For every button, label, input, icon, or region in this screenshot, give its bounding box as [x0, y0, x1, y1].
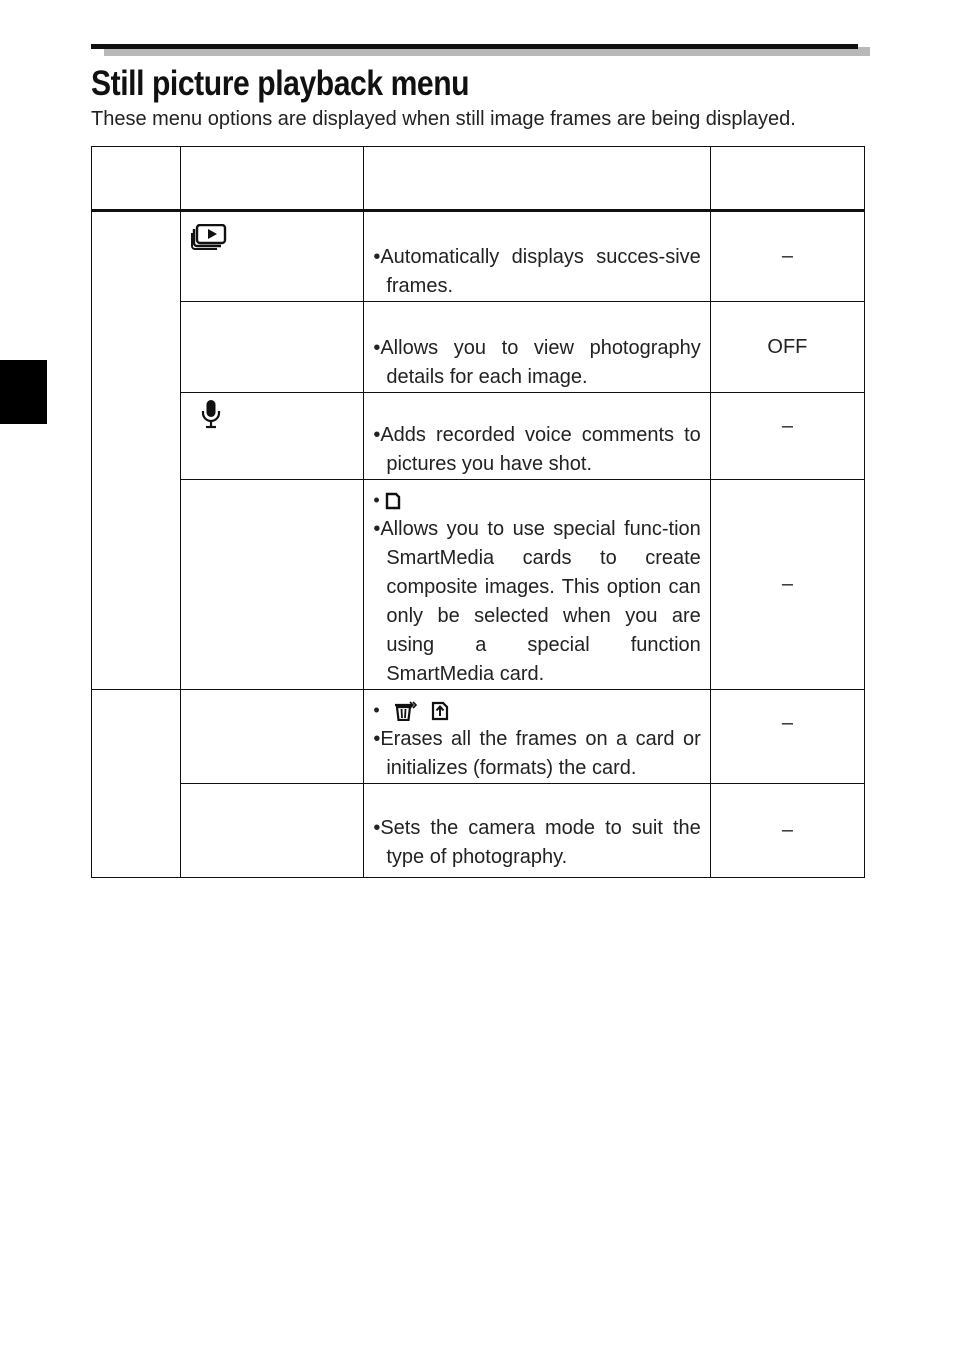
- default-value-cell: –: [710, 211, 864, 302]
- card-icon: [385, 492, 401, 510]
- table-row: [92, 393, 865, 480]
- header-cell-default: [710, 147, 864, 211]
- description-text: •Allows you to use special func-tion SmartMedia cards to create composite images. This option can only be selected when you are using a special function SmartMedia card.: [373, 518, 701, 685]
- table-header-row: [92, 147, 865, 211]
- erase-icon: [393, 701, 417, 721]
- table-row: [92, 211, 865, 302]
- default-value-cell: –: [710, 393, 864, 480]
- description-cell: [364, 302, 710, 393]
- icon-reference-line: •: [373, 486, 700, 515]
- table-row: [92, 690, 865, 784]
- description-text: •Erases all the frames on a card or initializes (formats) the card.: [373, 728, 701, 779]
- default-value-cell: –: [710, 480, 864, 690]
- icon-reference-line: •: [373, 696, 700, 725]
- table-row: [92, 784, 865, 878]
- description-cell: [364, 480, 710, 690]
- option-cell: [181, 690, 364, 784]
- header-rule: [91, 44, 858, 49]
- microphone-icon: [201, 399, 221, 429]
- playback-frames-icon: [191, 224, 227, 250]
- description-text: •Adds recorded voice comments to pictures you have shot.: [373, 424, 701, 475]
- description-cell: [364, 784, 710, 878]
- option-cell: [181, 211, 364, 302]
- description-cell: [364, 211, 710, 302]
- default-value-cell: –: [710, 784, 864, 878]
- group-cell-playback: [92, 211, 181, 690]
- description-text: •Sets the camera mode to suit the type of photography.: [373, 817, 701, 868]
- intro-text: These menu options are displayed when still image frames are being displayed.: [91, 108, 796, 130]
- description-cell: [364, 393, 710, 480]
- header-cell-description: [364, 147, 710, 211]
- option-cell: [181, 784, 364, 878]
- option-cell: [181, 302, 364, 393]
- description-text: •Automatically displays succes-sive frames.: [373, 246, 701, 297]
- header-cell-option: [181, 147, 364, 211]
- table-row: [92, 302, 865, 393]
- description-cell: [364, 690, 710, 784]
- page-title: Still picture playback menu: [91, 64, 470, 103]
- format-card-icon: [431, 701, 449, 721]
- default-value-cell: –: [710, 690, 864, 784]
- group-cell-setup: [92, 690, 181, 878]
- menu-table: [91, 146, 865, 878]
- description-text: •Allows you to view photography details for each image.: [373, 337, 701, 388]
- default-value-cell: OFF: [710, 302, 864, 393]
- table-row: [92, 480, 865, 690]
- option-cell: [181, 393, 364, 480]
- header-cell-group: [92, 147, 181, 211]
- option-cell: [181, 480, 364, 690]
- chapter-tab: [0, 360, 47, 424]
